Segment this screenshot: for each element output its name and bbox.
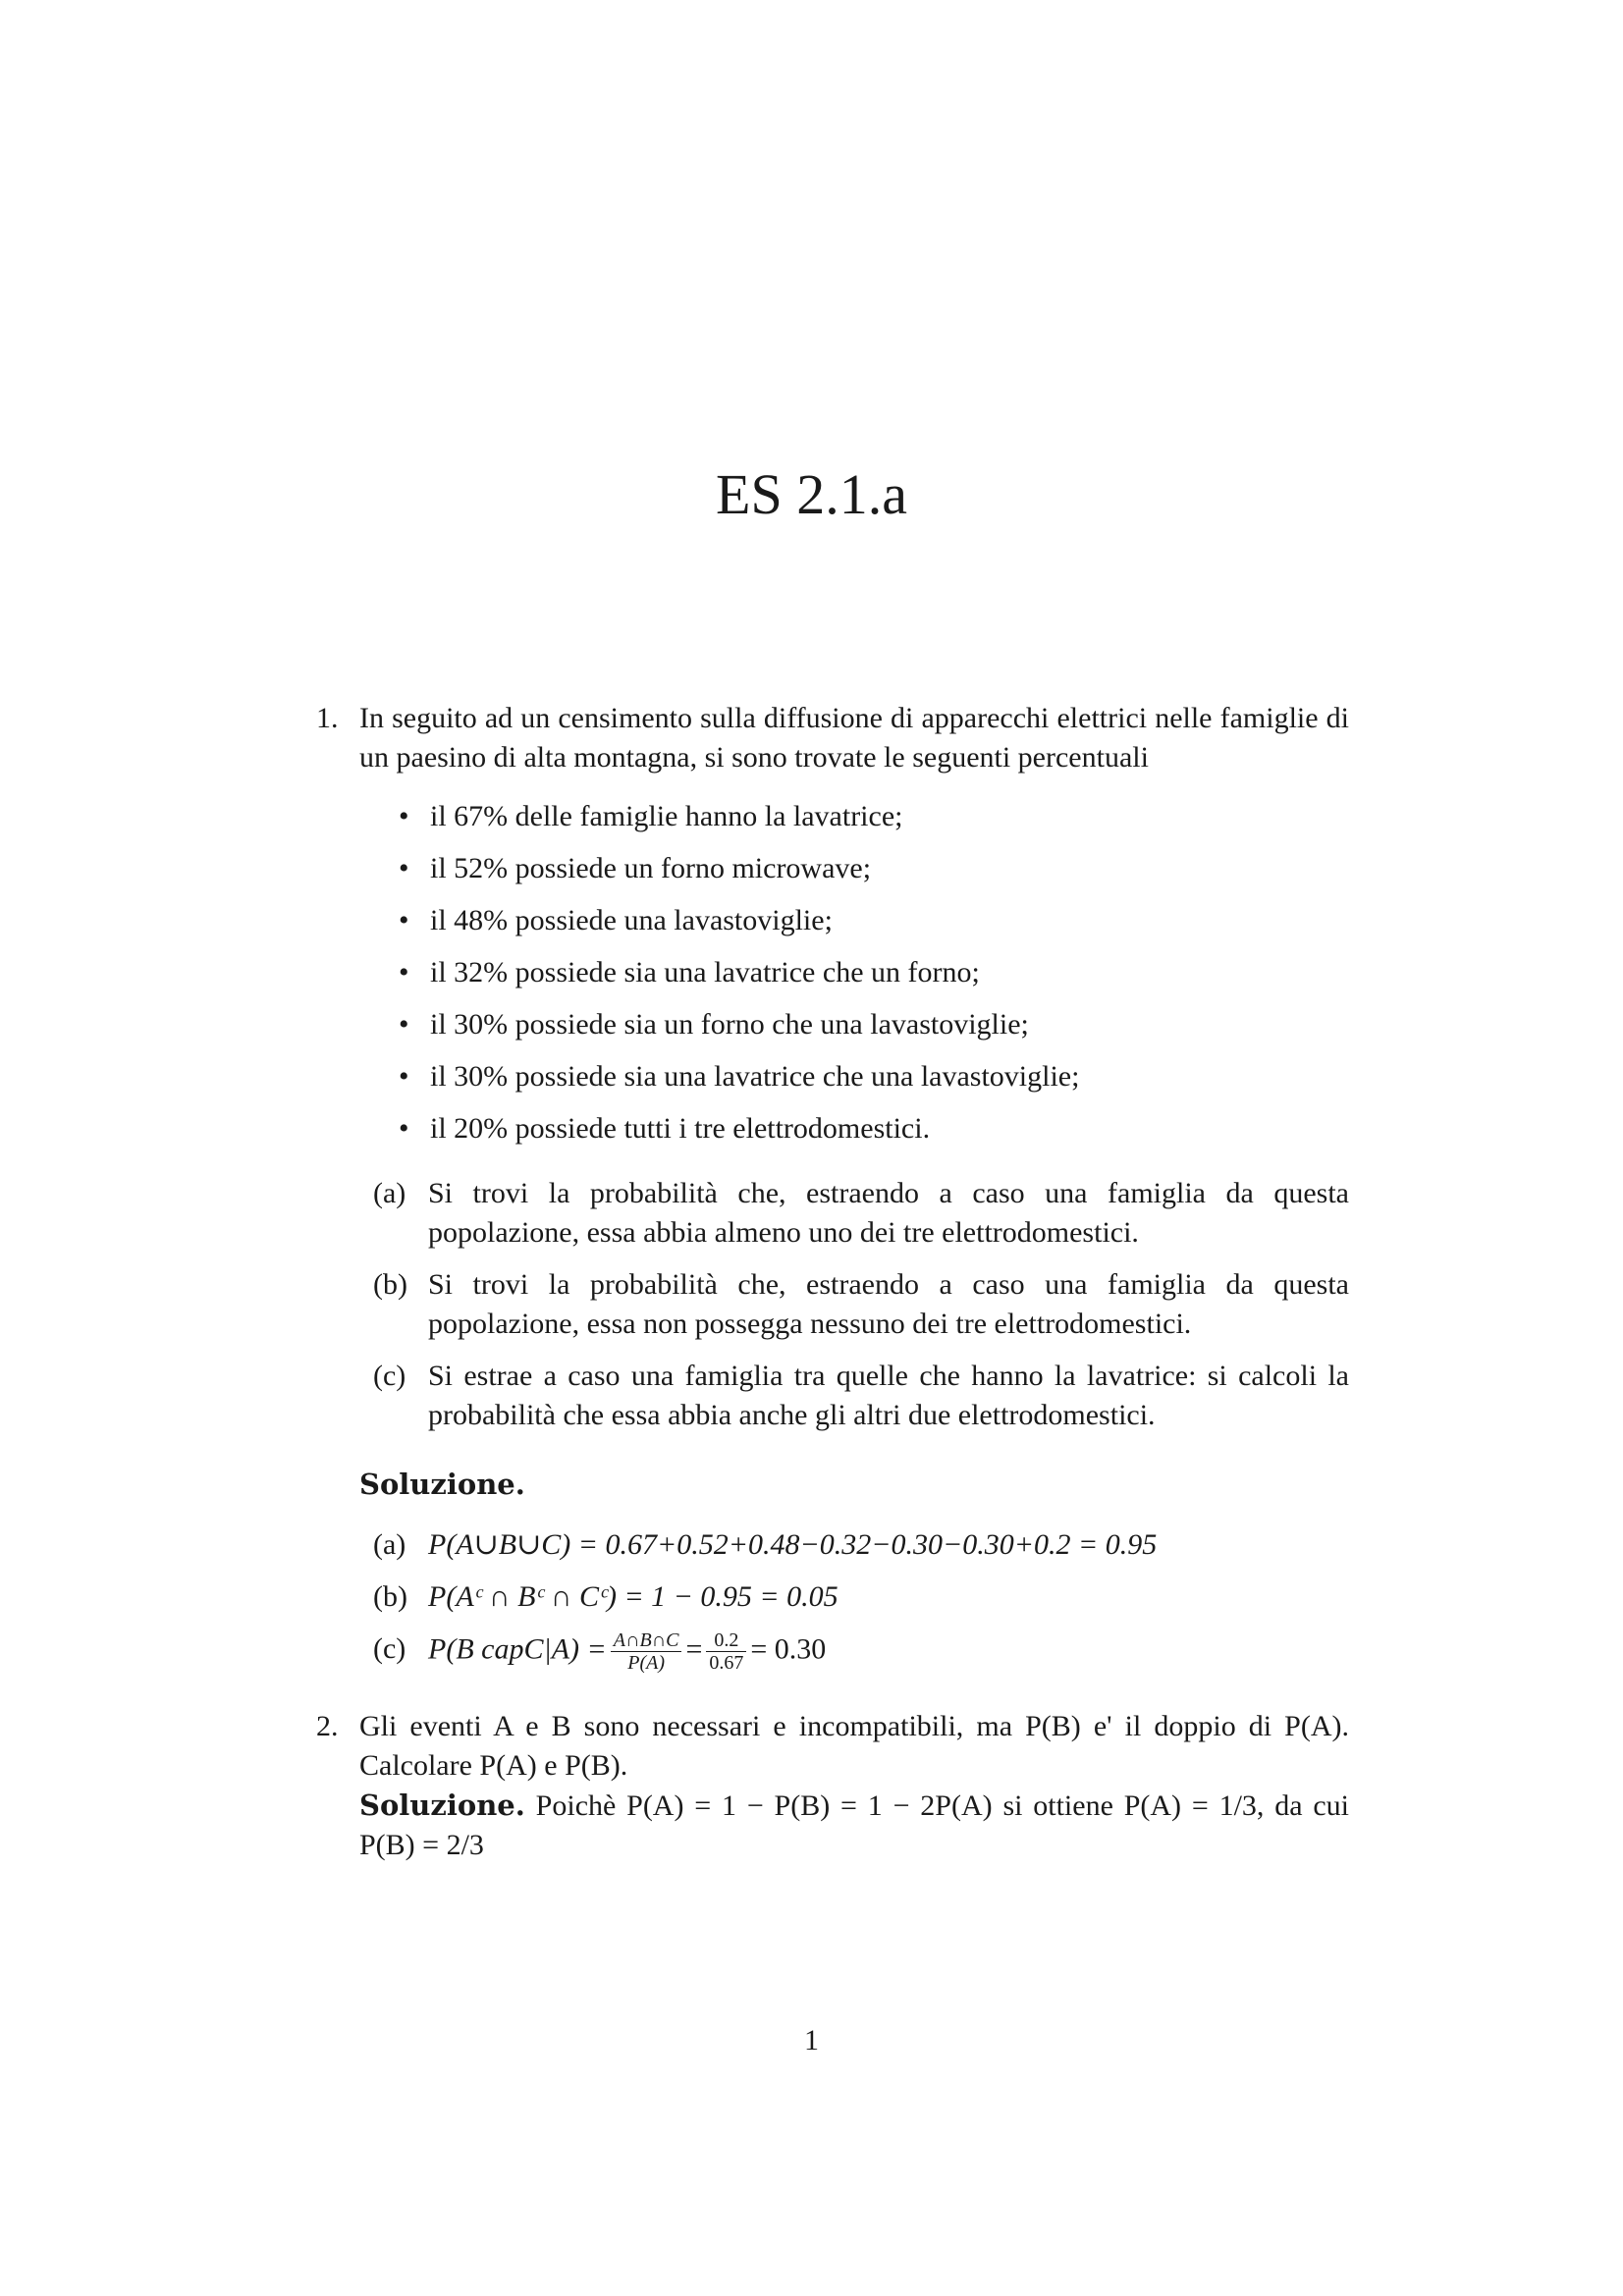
bullet-icon: • xyxy=(399,904,409,936)
problem-number: 1. xyxy=(316,702,339,734)
question-text: Si estrae a caso una famiglia tra quelle che hanno la lavatrice: si calcoli la probabilità che essa abbia anche gli altri due elettrodomestici. xyxy=(428,1360,1349,1431)
question-text: Si trovi la probabilità che, estraendo a caso una famiglia da questa popolazione, essa abbia almeno uno dei tre elettrodomestici. xyxy=(428,1177,1349,1249)
question-label: (c) xyxy=(373,1360,406,1392)
question-text: Si trovi la probabilità che, estraendo a caso una famiglia da questa popolazione, essa non possegga nessuno dei tre elettrodomestici. xyxy=(428,1268,1349,1340)
list-item: • il 30% possiede sia una lavatrice che una lavastoviglie; xyxy=(399,1057,1349,1096)
solution-heading: Soluzione. xyxy=(359,1468,525,1501)
solution-result: = 0.30 xyxy=(750,1632,827,1666)
fraction xyxy=(706,1629,746,1674)
solution-item xyxy=(359,1525,1349,1565)
fraction-numerator: 0.2 xyxy=(706,1629,746,1652)
solution-formula: P(Aᶜ ∩ Bᶜ ∩ Cᶜ) = 1 − 0.95 = 0.05 xyxy=(428,1580,839,1613)
solution-item xyxy=(359,1577,1349,1617)
list-item: • il 52% possiede un forno microwave; xyxy=(399,849,1349,888)
problem-intro: In seguito ad un censimento sulla diffusione di apparecchi elettrici nelle famiglie di un paesino di alta montagna, si sono trovate le seguenti percentuali xyxy=(359,702,1349,774)
question-label: (b) xyxy=(373,1268,407,1301)
solution-label: (b) xyxy=(373,1580,407,1613)
bullet-icon: • xyxy=(399,1112,409,1145)
solution-label: (a) xyxy=(373,1528,406,1561)
percentages-list xyxy=(359,797,1349,1148)
question-item xyxy=(359,1265,1349,1344)
bullet-icon: • xyxy=(399,956,409,988)
question-item xyxy=(359,1174,1349,1253)
bullet-icon: • xyxy=(399,800,409,832)
solution-label: (c) xyxy=(373,1632,406,1665)
bullet-icon: • xyxy=(399,852,409,884)
problem-text: Gli eventi A e B sono necessari e incompatibili, ma P(B) e' il doppio di P(A). Calcolare P(A) e P(B). xyxy=(359,1710,1349,1782)
solution-heading: Soluzione. xyxy=(359,1789,525,1822)
fraction-denominator: P(A) xyxy=(627,1652,665,1674)
bullet-icon: • xyxy=(399,1060,409,1093)
list-item: • il 30% possiede sia un forno che una lavastoviglie; xyxy=(399,1005,1349,1044)
solution-item xyxy=(359,1629,1349,1674)
equals-sign: = xyxy=(685,1632,703,1666)
problem-2-solution xyxy=(359,1786,1349,1865)
problem-1 xyxy=(316,699,1349,1674)
fraction xyxy=(611,1629,682,1674)
bullet-icon: • xyxy=(399,1008,409,1041)
page-title: ES 2.1.a xyxy=(716,462,907,526)
fraction-denominator: 0.67 xyxy=(709,1652,744,1674)
question-item xyxy=(359,1357,1349,1435)
solutions-list xyxy=(359,1525,1349,1674)
problem-2 xyxy=(316,1707,1349,1865)
solution-formula-lhs: P(B capC|A) = xyxy=(428,1632,607,1666)
list-item: • il 48% possiede una lavastoviglie; xyxy=(399,901,1349,940)
list-item: • il 67% delle famiglie hanno la lavatrice; xyxy=(399,797,1349,836)
list-item: • il 20% possiede tutti i tre elettrodomestici. xyxy=(399,1109,1349,1148)
list-item: • il 32% possiede sia una lavatrice che un forno; xyxy=(399,953,1349,992)
page-number: 1 xyxy=(804,2024,819,2056)
solution-text: Poichè P(A) = 1 − P(B) = 1 − 2P(A) si ottiene P(A) = 1/3, da cui P(B) = 2/3 xyxy=(359,1789,1349,1861)
questions-list xyxy=(359,1174,1349,1435)
fraction-numerator: A∩B∩C xyxy=(611,1629,682,1652)
question-label: (a) xyxy=(373,1177,406,1209)
problem-number: 2. xyxy=(316,1710,339,1742)
exercise-content xyxy=(316,699,1349,1865)
solution-formula: P(A∪B∪C) = 0.67+0.52+0.48−0.32−0.30−0.30+0.2 = 0.95 xyxy=(428,1528,1158,1561)
